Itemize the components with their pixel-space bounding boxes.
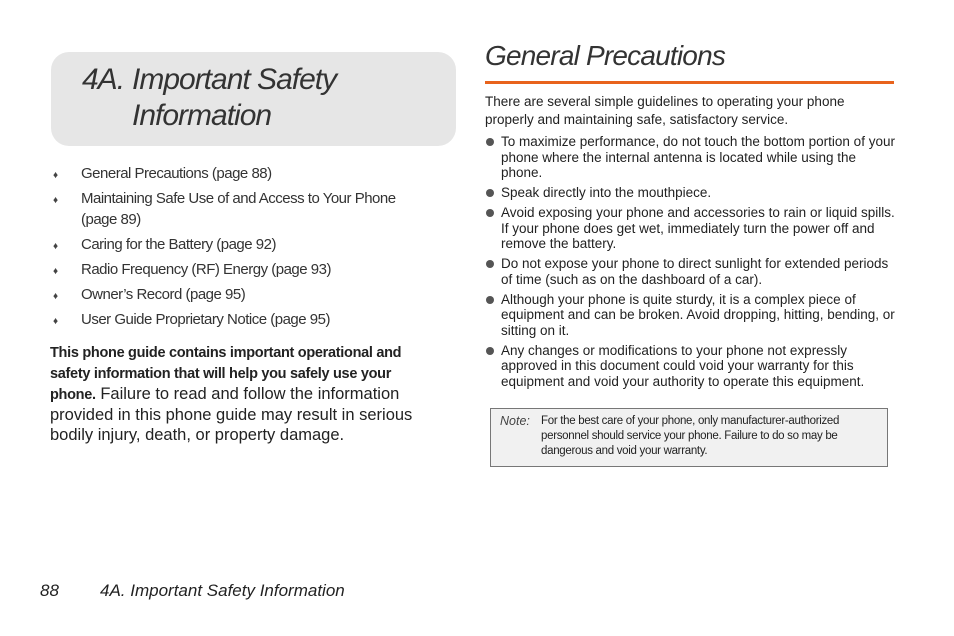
- list-item: [485, 292, 895, 339]
- list-item-text: To maximize performance, do not touch the bottom portion of your phone where the internal antenna is located while using the phone.: [501, 134, 895, 180]
- bullet-dot-icon: [486, 296, 494, 304]
- toc-item-label: General Precautions (page 88): [81, 165, 272, 182]
- diamond-bullet-icon: ♦: [53, 195, 58, 206]
- chapter-title: [82, 62, 422, 134]
- toc-item-label: Owner’s Record (page 95): [81, 286, 246, 303]
- chapter-contents-list: [50, 163, 430, 334]
- toc-item[interactable]: [50, 234, 430, 255]
- section-intro-paragraph: There are several simple guidelines to operating your phone properly and maintaining safe, satisfactory service.: [485, 94, 845, 127]
- list-item: [485, 343, 895, 390]
- note-text: For the best care of your phone, only manufacturer-authorized personnel should service your phone. Failure to do so may be dangerous and void your warranty.: [541, 415, 840, 457]
- list-item: [485, 134, 895, 181]
- toc-item[interactable]: [50, 284, 430, 305]
- chapter-title-line2: Information: [132, 99, 272, 132]
- bullet-dot-icon: [486, 209, 494, 217]
- section-title: General Precautions: [485, 40, 726, 71]
- section-title-rule: [485, 81, 894, 84]
- list-item-text: Although your phone is quite sturdy, it is a complex piece of equipment and can be broken. Avoid dropping, hitting, bending, or sitting on it.: [501, 291, 895, 338]
- toc-item[interactable]: [50, 163, 430, 184]
- toc-item-label: Caring for the Battery (page 92): [81, 236, 276, 253]
- toc-item[interactable]: [50, 309, 430, 330]
- list-item: [485, 185, 895, 201]
- toc-item-label: User Guide Proprietary Notice (page 95): [81, 311, 330, 328]
- toc-item-label: Maintaining Safe Use of and Access to Your Phone (page 89): [81, 190, 396, 228]
- list-item-text: Any changes or modifications to your phone not expressly approved in this document could void your warranty for this equipment and void your authority to operate this equipment.: [501, 342, 865, 389]
- bullet-dot-icon: [486, 138, 494, 146]
- list-item-text: Do not expose your phone to direct sunlight for extended periods of time (such as on the dashboard of a car).: [501, 256, 889, 287]
- toc-item[interactable]: [50, 259, 430, 280]
- intro-bold-text: This phone guide contains important operational and safety information that will help you safely use your phone.: [50, 345, 402, 403]
- note-box: [490, 408, 888, 467]
- chapter-number: 4A.: [82, 63, 125, 96]
- diamond-bullet-icon: ♦: [53, 241, 58, 252]
- diamond-bullet-icon: ♦: [53, 266, 58, 277]
- footer-chapter-label: 4A. Important Safety Information: [100, 581, 345, 600]
- bullet-dot-icon: [486, 260, 494, 268]
- list-item: [485, 256, 895, 287]
- chapter-title-line1: Important Safety: [132, 63, 337, 96]
- intro-normal-text: Failure to read and follow the information provided in this phone guide may result in serious bodily injury, death, or property damage.: [50, 385, 413, 444]
- toc-item[interactable]: [50, 188, 430, 230]
- intro-paragraph: [50, 342, 435, 445]
- list-item-text: Avoid exposing your phone and accessories to rain or liquid spills. If your phone does get wet, immediately turn the power off and remove the battery.: [501, 205, 895, 251]
- diamond-bullet-icon: ♦: [53, 316, 58, 327]
- list-item-text: Speak directly into the mouthpiece.: [501, 185, 712, 200]
- list-item: [485, 205, 895, 252]
- diamond-bullet-icon: ♦: [53, 291, 58, 302]
- note-label: Note:: [500, 414, 530, 428]
- diamond-bullet-icon: ♦: [53, 170, 58, 181]
- bullet-dot-icon: [486, 347, 494, 355]
- page-footer: [40, 581, 345, 601]
- precautions-list: [485, 134, 895, 394]
- bullet-dot-icon: [486, 189, 494, 197]
- toc-item-label: Radio Frequency (RF) Energy (page 93): [81, 261, 331, 278]
- page-number: 88: [40, 581, 59, 600]
